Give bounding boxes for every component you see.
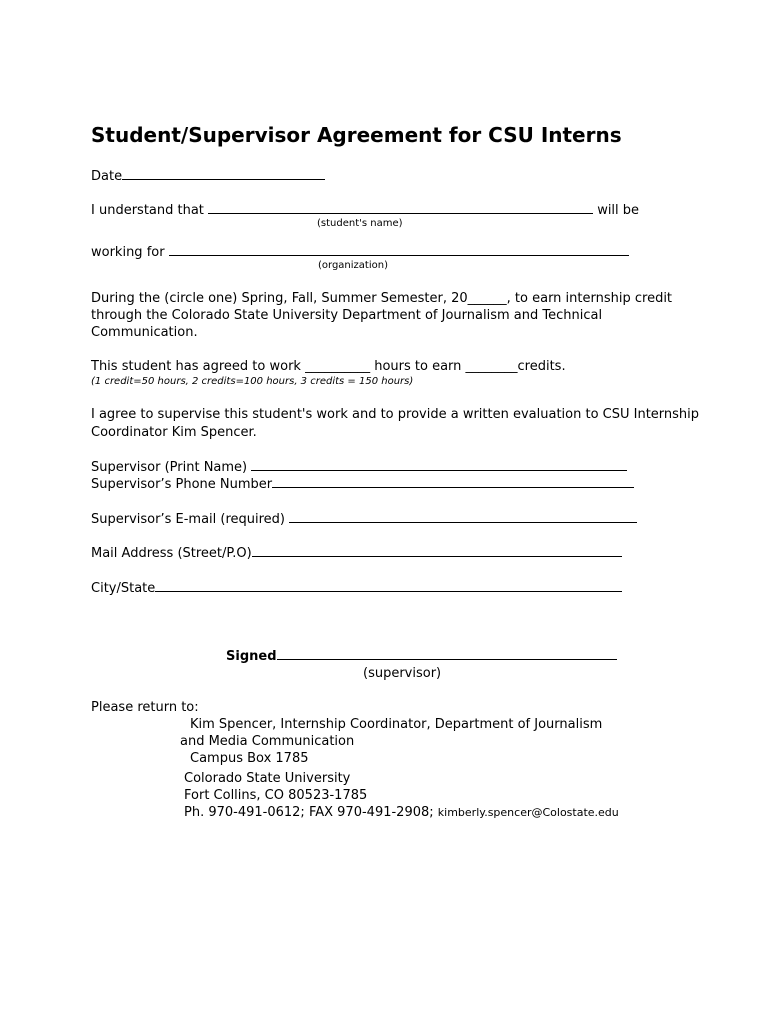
city-state-label: City/State [91,581,156,596]
student-name-field[interactable] [208,201,593,214]
signature-field[interactable] [277,647,617,660]
student-name-row [91,201,639,219]
supervisor-email-field[interactable] [289,510,637,523]
return-address-line-1: Kim Spencer, Internship Coordinator, Department of Journalism [190,717,603,732]
supervisor-email-label: Supervisor’s E-mail (required) [91,512,286,527]
understand-prefix: I understand that [91,203,204,218]
page-title: Student/Supervisor Agreement for CSU Interns [91,123,622,147]
date-label: Date [91,169,123,184]
semester-line-3: Communication. [91,325,198,340]
city-state-row [91,579,622,597]
semester-line-1: During the (circle one) Spring, Fall, Summer Semester, 20______, to earn internship credit [91,291,673,306]
mail-address-field[interactable] [252,544,622,557]
working-for-label: working for [91,245,165,260]
return-label: Please return to: [91,700,199,715]
agree-line-2: Coordinator Kim Spencer. [91,425,257,440]
return-address-line-2: and Media Communication [180,734,355,749]
city-state-field[interactable] [155,579,622,592]
supervisor-email-row [91,510,637,528]
understand-suffix: will be [597,203,640,218]
mail-address-label: Mail Address (Street/P.O) [91,546,252,561]
agree-line-1: I agree to supervise this student's work and to provide a written evaluation to CSU Internship [91,407,700,422]
return-address-line-3: Campus Box 1785 [190,751,309,766]
phone-fax: Ph. 970-491-0612; FAX 970-491-2908; [184,805,434,820]
coordinator-email[interactable]: kimberly.spencer@Colostate.edu [437,806,619,819]
return-address-line-4: Colorado State University [184,771,351,786]
organization-caption: (organization) [318,260,388,271]
supervisor-print-row [91,458,627,476]
organization-field[interactable] [169,243,629,256]
return-address-line-5: Fort Collins, CO 80523-1785 [184,788,368,803]
supervisor-phone-field[interactable] [272,475,634,488]
work-hours-line: This student has agreed to work __________ hours to earn ________credits. [91,359,566,374]
credits-note: (1 credit=50 hours, 2 credits=100 hours, 3 credits = 150 hours) [91,376,414,387]
supervisor-phone-label: Supervisor’s Phone Number [91,477,273,492]
mail-address-row [91,544,622,562]
student-name-caption: (student's name) [317,218,403,229]
supervisor-print-label: Supervisor (Print Name) [91,460,248,475]
return-address-line-6 [184,804,619,821]
supervisor-print-field[interactable] [251,458,627,471]
signed-label: Signed [226,649,277,664]
signed-row [226,647,617,665]
supervisor-phone-row [91,475,634,493]
date-field[interactable] [122,167,325,180]
organization-row [91,243,629,261]
supervisor-caption: (supervisor) [363,666,442,681]
semester-line-2: through the Colorado State University Department of Journalism and Technical [91,308,603,323]
date-row [91,167,325,185]
